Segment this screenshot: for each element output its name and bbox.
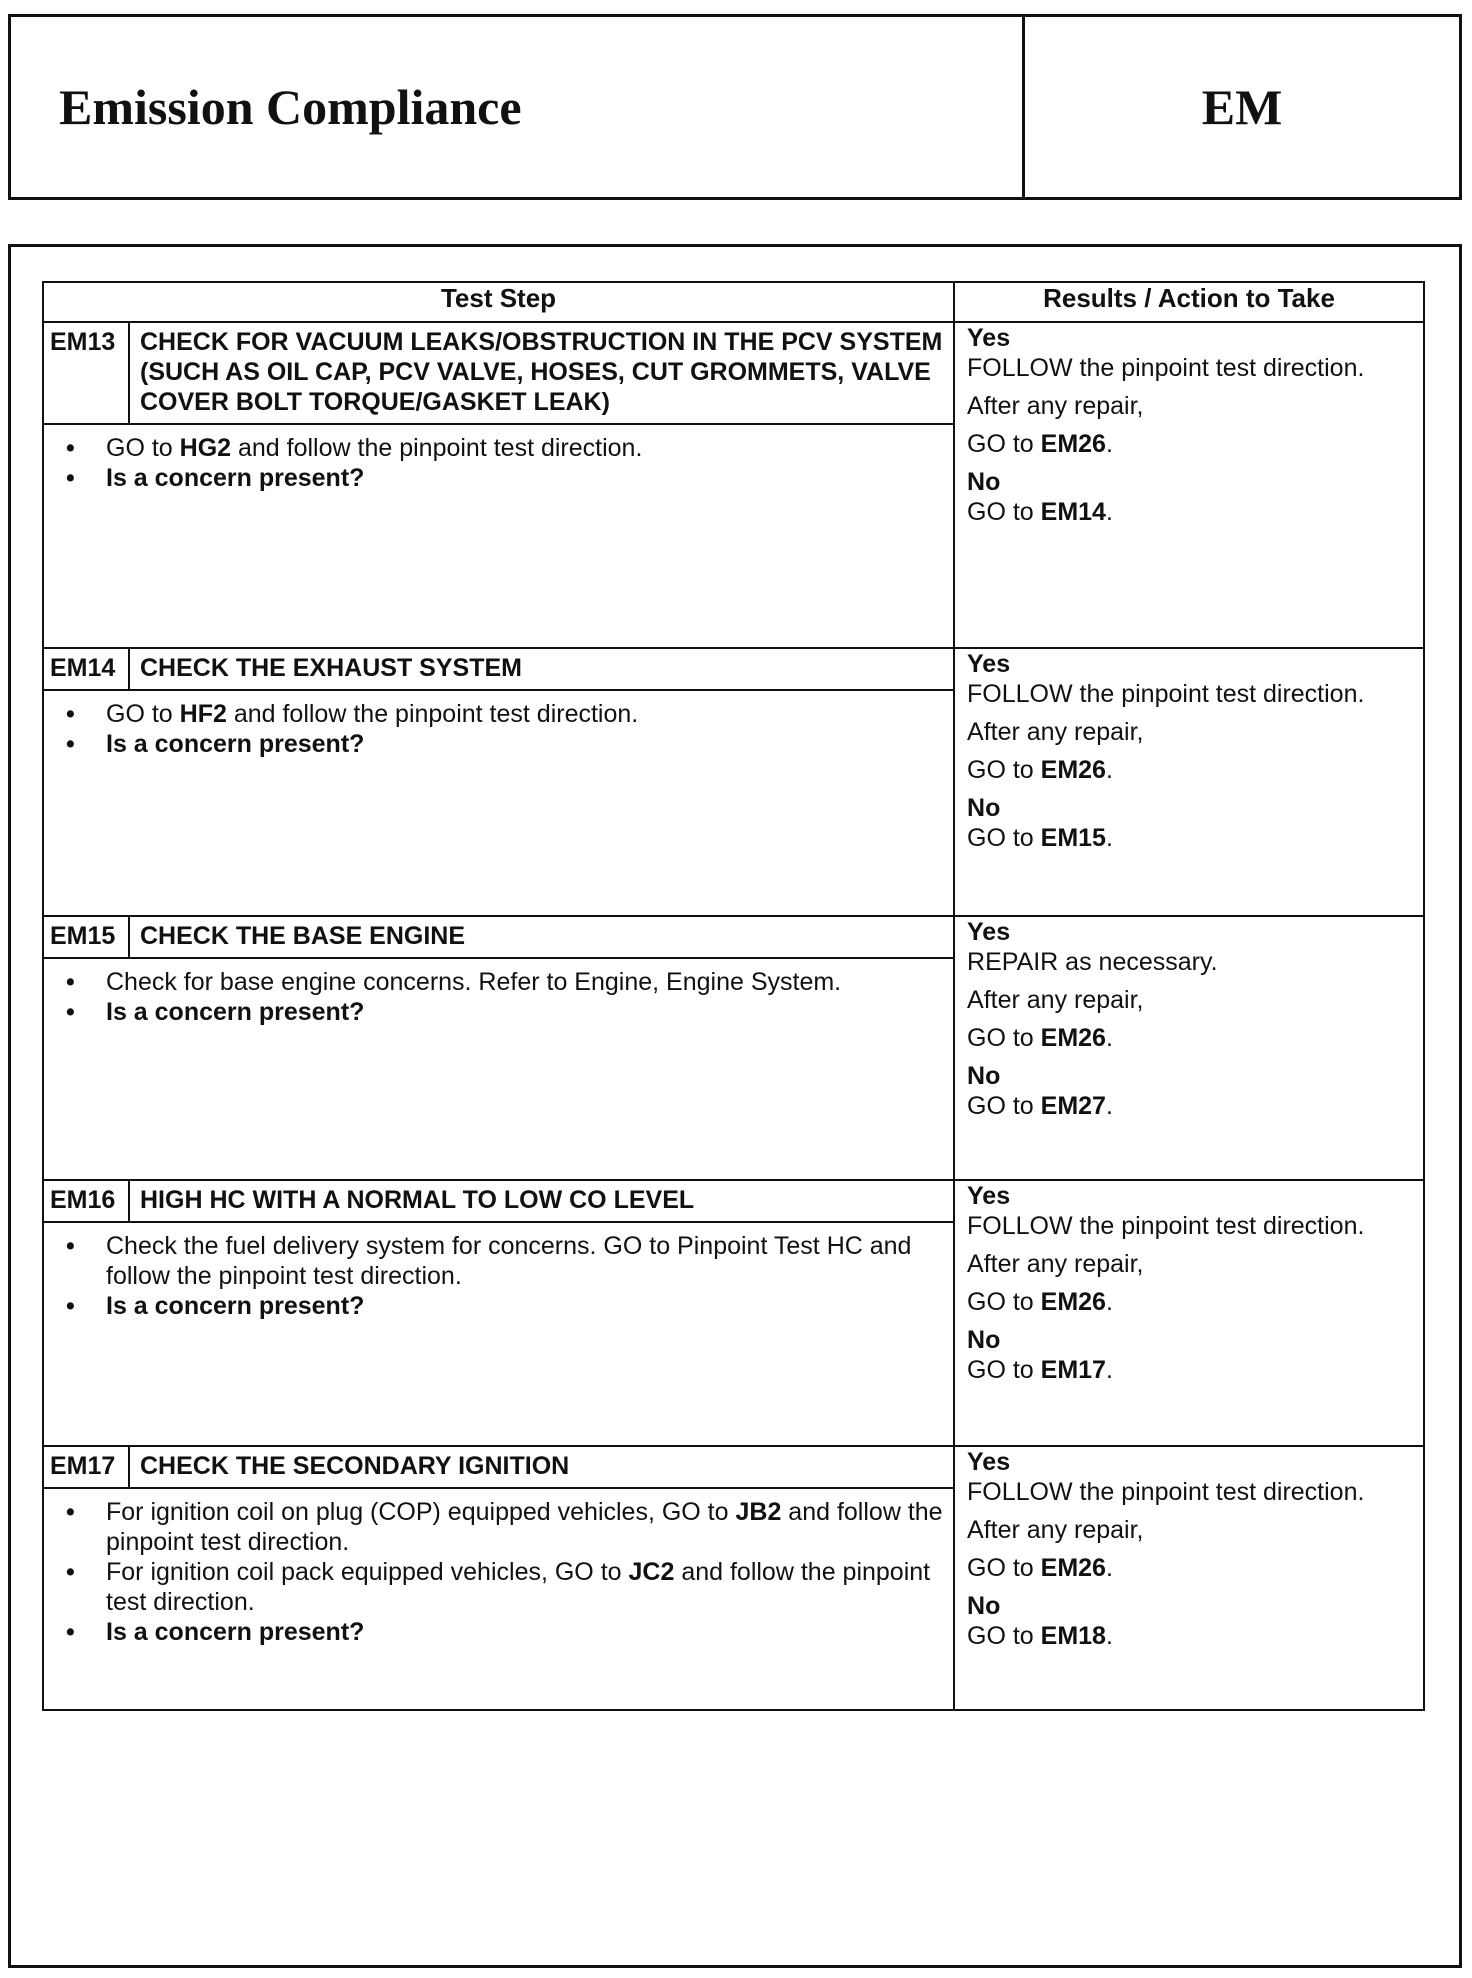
step-id: EM17 [43,1446,129,1488]
step-title-row [43,1180,1424,1222]
yes-label: Yes [967,1182,1011,1210]
goto-prefix: GO to [967,824,1041,852]
step-results [954,322,1424,648]
test-step-header: Test Step [43,282,954,322]
yes-action: FOLLOW the pinpoint test direction. [967,680,1365,708]
diagnostic-table [42,281,1425,1711]
no-label: No [967,468,1001,496]
goto-no-target: EM27 [1040,1092,1106,1120]
goto-yes: GO to EM26. [967,756,1113,784]
step-results [954,1446,1424,1710]
after-repair: After any repair, [967,718,1144,746]
step-body [43,424,954,648]
yes-action: FOLLOW the pinpoint test direction. [967,1212,1365,1240]
step-title: CHECK THE SECONDARY IGNITION [129,1446,954,1488]
goto-prefix: GO to [967,1024,1041,1052]
goto-no: GO to EM14. [967,498,1113,526]
table-header-row [43,282,1424,322]
goto-no: GO to EM17. [967,1356,1113,1384]
goto-yes-target: EM26 [1040,1554,1106,1582]
results-header: Results / Action to Take [954,282,1424,322]
question-item: • Is a concern present? [54,1291,943,1321]
no-label: No [967,1592,1001,1620]
page-header [8,14,1462,200]
goto-prefix: GO to [967,1092,1041,1120]
question-item: • Is a concern present? [54,1617,943,1647]
goto-yes-target: EM26 [1040,1024,1106,1052]
step-results [954,648,1424,916]
yes-label: Yes [967,1448,1011,1476]
goto-no: GO to EM27. [967,1092,1113,1120]
goto-prefix: GO to [967,498,1041,526]
step-body [43,1488,954,1710]
goto-yes-target: EM26 [1040,1288,1106,1316]
bullet-item: • Check the fuel delivery system for concerns. GO to Pinpoint Test HC and follow the pinpoint test direction. [54,1231,943,1291]
bullet-item: • For ignition coil on plug (COP) equipped vehicles, GO to JB2 and follow the pinpoint test direction. [54,1497,943,1557]
after-repair: After any repair, [967,392,1144,420]
step-title-row [43,322,1424,424]
bullet-item: • Check for base engine concerns. Refer to Engine, Engine System. [54,967,943,997]
step-id: EM16 [43,1180,129,1222]
question-item: • Is a concern present? [54,729,943,759]
goto-yes: GO to EM26. [967,430,1113,458]
goto-no: GO to EM18. [967,1622,1113,1650]
goto-no: GO to EM15. [967,824,1113,852]
yes-label: Yes [967,918,1011,946]
goto-prefix: GO to [967,756,1041,784]
goto-yes-target: EM26 [1040,430,1106,458]
goto-no-target: EM17 [1040,1356,1106,1384]
step-bullets [54,699,943,759]
yes-label: Yes [967,650,1011,678]
step-title: CHECK THE BASE ENGINE [129,916,954,958]
step-body [43,1222,954,1446]
step-id: EM14 [43,648,129,690]
section-title: Emission Compliance [11,17,1025,197]
goto-yes: GO to EM26. [967,1024,1113,1052]
step-bullets [54,433,943,493]
bullet-item: • For ignition coil pack equipped vehicles, GO to JC2 and follow the pinpoint test direction. [54,1557,943,1617]
step-title-row [43,1446,1424,1488]
step-body [43,958,954,1180]
step-title: HIGH HC WITH A NORMAL TO LOW CO LEVEL [129,1180,954,1222]
question-item: • Is a concern present? [54,463,943,493]
section-code: EM [1201,79,1283,135]
goto-prefix: GO to [967,1554,1041,1582]
goto-yes: GO to EM26. [967,1554,1113,1582]
after-repair: After any repair, [967,986,1144,1014]
goto-prefix: GO to [967,1288,1041,1316]
goto-no-target: EM14 [1040,498,1106,526]
yes-action: FOLLOW the pinpoint test direction. [967,1478,1365,1506]
step-bullets [54,1231,943,1321]
goto-prefix: GO to [967,1356,1041,1384]
yes-label: Yes [967,324,1011,352]
after-repair: After any repair, [967,1516,1144,1544]
goto-yes-target: EM26 [1040,756,1106,784]
no-label: No [967,794,1001,822]
step-results [954,916,1424,1180]
step-title: CHECK THE EXHAUST SYSTEM [129,648,954,690]
goto-yes: GO to EM26. [967,1288,1113,1316]
step-id: EM15 [43,916,129,958]
goto-no-target: EM18 [1040,1622,1106,1650]
step-bullets [54,967,943,1027]
question-item: • Is a concern present? [54,997,943,1027]
no-label: No [967,1062,1001,1090]
goto-no-target: EM15 [1040,824,1106,852]
no-label: No [967,1326,1001,1354]
step-results [954,1180,1424,1446]
bullet-item: • GO to HG2 and follow the pinpoint test direction. [54,433,943,463]
yes-action: FOLLOW the pinpoint test direction. [967,354,1365,382]
step-title-row [43,916,1424,958]
step-body [43,690,954,916]
after-repair: After any repair, [967,1250,1144,1278]
step-title: CHECK FOR VACUUM LEAKS/OBSTRUCTION IN THE PCV SYSTEM (SUCH AS OIL CAP, PCV VALVE, HOSES, CUT GROMMETS, VALVE COVER BOLT TORQUE/GASKET LEAK) [129,322,954,424]
goto-prefix: GO to [967,1622,1041,1650]
step-title-row [43,648,1424,690]
bullet-item: • GO to HF2 and follow the pinpoint test direction. [54,699,943,729]
step-id: EM13 [43,322,129,424]
yes-action: REPAIR as necessary. [967,948,1218,976]
step-bullets [54,1497,943,1647]
goto-prefix: GO to [967,430,1041,458]
